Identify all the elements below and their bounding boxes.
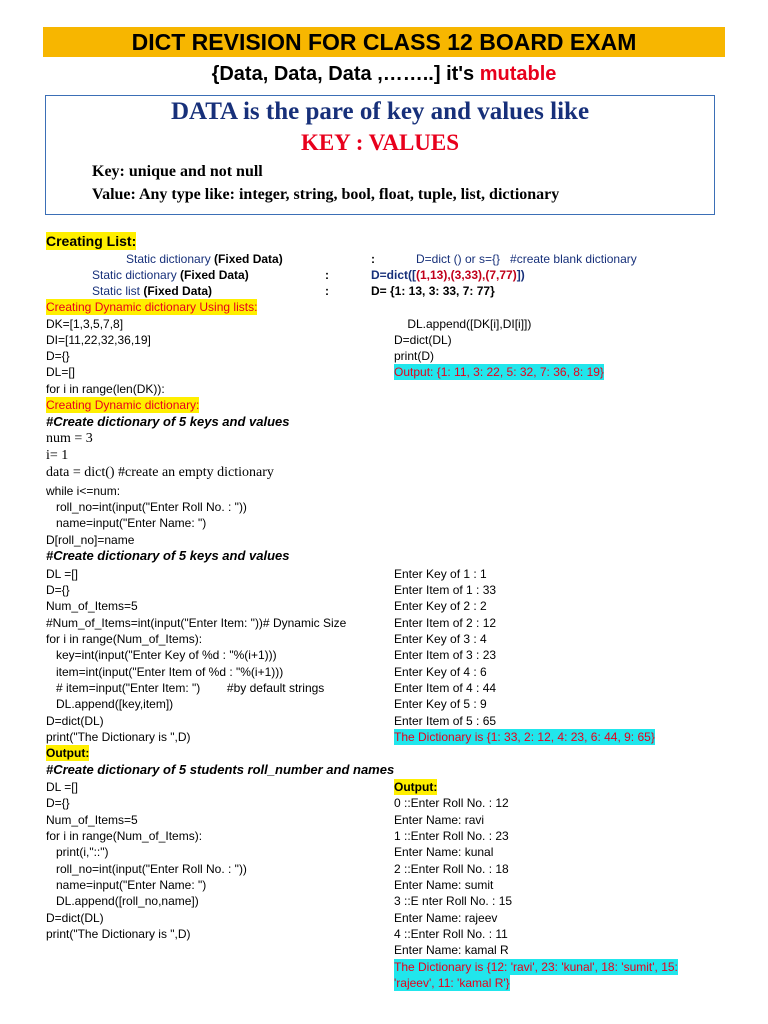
code-line: roll_no=int(input("Enter Roll No. : ")): [46, 500, 247, 514]
output-line: Enter Key of 1 : 1: [394, 567, 487, 581]
code-part: ]): [516, 268, 525, 282]
code-line: key=int(input("Enter Key of %d : "%(i+1))): [46, 648, 277, 662]
code-line: print(D): [394, 349, 435, 363]
comment-line: #Create dictionary of 5 keys and values: [46, 548, 290, 563]
code-part: (1,13),(3,33),(7,77): [416, 268, 517, 282]
output-result: 'rajeev', 11: 'kamal R'}: [394, 976, 510, 990]
code-line: DL.append([roll_no,name]): [46, 894, 199, 908]
fixed-data-label: (Fixed Data): [176, 268, 249, 282]
code-line: num = 3: [46, 431, 93, 446]
static-dict-code-1: D=dict () or s={} #create blank dictionary: [416, 252, 637, 266]
code-line: DI=[11,22,32,36,19]: [46, 333, 151, 347]
code-line: for i in range(Num_of_Items):: [46, 632, 203, 646]
output-label: Output:: [394, 780, 438, 794]
static-list-line: [92, 283, 212, 299]
output-result: The Dictionary is {1: 33, 2: 12, 4: 23, 6: 44, 9: 65}: [394, 730, 655, 744]
output-line: Enter Key of 3 : 4: [394, 632, 487, 646]
code-line: roll_no=int(input("Enter Roll No. : ")): [46, 862, 247, 876]
code-line: DL.append([DK[i],DI[i]]): [394, 317, 532, 331]
output-line: Enter Item of 2 : 12: [394, 616, 497, 630]
code-line: item=int(input("Enter Item of %d : "%(i+1))): [46, 665, 284, 679]
fixed-data-label: (Fixed Data): [140, 284, 213, 298]
dynamic-dict-label: Creating Dynamic dictionary:: [46, 398, 200, 412]
static-label: Static list: [92, 284, 141, 298]
definition-heading: DATA is the pare of key and values like: [170, 98, 590, 125]
code-line: DL.append([key,item]): [46, 697, 174, 711]
definition-box: [45, 95, 715, 215]
static-dict-line-1: [126, 251, 283, 267]
value-definition: Value: Any type like: integer, string, bool, float, tuple, list, dictionary: [92, 186, 560, 203]
output-line: 1 ::Enter Roll No. : 23: [394, 829, 509, 843]
comment-line: #Create dictionary of 5 students roll_number and names: [46, 762, 395, 777]
code-line: print("The Dictionary is ",D): [46, 730, 191, 744]
code-line: DL =[]: [46, 780, 78, 794]
output-line: Enter Item of 5 : 65: [394, 714, 497, 728]
code-line: DL =[]: [46, 567, 78, 581]
output-label: Output:: [46, 746, 90, 760]
code-line: Num_of_Items=5: [46, 599, 138, 613]
code-line: #Num_of_Items=int(input("Enter Item: "))# Dynamic Size: [46, 616, 347, 630]
code-line: D=dict(DL): [46, 911, 104, 925]
static-list-code: D= {1: 13, 3: 33, 7: 77}: [371, 284, 495, 298]
code-line: DK=[1,3,5,7,8]: [46, 317, 124, 331]
output-line: Enter Name: kamal R: [394, 943, 509, 957]
dynamic-lists-label: Creating Dynamic dictionary Using lists:: [46, 300, 258, 314]
code-line: # item=input("Enter Item: ") #by default strings: [46, 681, 325, 695]
code-line: D=dict(DL): [394, 333, 452, 347]
subtitle-text: {Data, Data, Data ,……..] it's: [211, 63, 480, 85]
output-line: Enter Key of 5 : 9: [394, 697, 487, 711]
code-line: name=input("Enter Name: "): [46, 516, 207, 530]
creating-list-label: Creating List:: [46, 233, 137, 249]
comment-line: #Create dictionary of 5 keys and values: [46, 414, 290, 429]
code-line: for i in range(Num_of_Items):: [46, 829, 203, 843]
output-line: 2 ::Enter Roll No. : 18: [394, 862, 509, 876]
code-line: print("The Dictionary is ",D): [46, 927, 191, 941]
code-line: Num_of_Items=5: [46, 813, 138, 827]
static-dict-code-2: [371, 267, 525, 283]
output-line: Enter Item of 1 : 33: [394, 583, 497, 597]
output-line: Enter Name: ravi: [394, 813, 485, 827]
code-line: D={}: [46, 796, 70, 810]
key-definition: Key: unique and not null: [92, 163, 263, 180]
code-line: while i<=num:: [46, 484, 121, 498]
key-values-heading: KEY : VALUES: [300, 130, 460, 155]
static-label: Static dictionary: [126, 252, 211, 266]
page-subtitle: [0, 63, 768, 86]
output-line: 0 ::Enter Roll No. : 12: [394, 796, 509, 810]
code-line: name=input("Enter Name: "): [46, 878, 207, 892]
static-label: Static dictionary: [92, 268, 177, 282]
output-line: Enter Name: kunal: [394, 845, 494, 859]
code-part: D=dict([: [371, 268, 416, 282]
output-result: The Dictionary is {12: 'ravi', 23: 'kunal', 18: 'sumit', 15:: [394, 960, 678, 974]
output-line: Enter Item of 4 : 44: [394, 681, 497, 695]
colon: :: [325, 268, 329, 282]
output-line: Enter Item of 3 : 23: [394, 648, 497, 662]
code-line: D=dict(DL): [46, 714, 104, 728]
output-line: 3 ::E nter Roll No. : 15: [394, 894, 513, 908]
colon: :: [371, 252, 375, 266]
static-dict-line-2: [92, 267, 249, 283]
fixed-data-label: (Fixed Data): [210, 252, 283, 266]
code-line: i= 1: [46, 448, 69, 463]
code-line: print(i,"::"): [46, 845, 109, 859]
output-line: Enter Name: rajeev: [394, 911, 498, 925]
code-line: D={}: [46, 583, 70, 597]
output-line: Output: {1: 11, 3: 22, 5: 32, 7: 36, 8: 19}: [394, 365, 604, 379]
code-line: DL=[]: [46, 365, 76, 379]
page-title: DICT REVISION FOR CLASS 12 BOARD EXAM: [43, 27, 725, 57]
code-line: D[roll_no]=name: [46, 533, 135, 547]
code-line: data = dict() #create an empty dictionary: [46, 465, 274, 480]
output-line: Enter Key of 2 : 2: [394, 599, 487, 613]
code-line: D={}: [46, 349, 70, 363]
output-line: Enter Key of 4 : 6: [394, 665, 487, 679]
subtitle-highlight: mutable: [479, 63, 557, 85]
output-line: 4 ::Enter Roll No. : 11: [394, 927, 508, 941]
colon: :: [325, 284, 329, 298]
output-line: Enter Name: sumit: [394, 878, 494, 892]
code-line: for i in range(len(DK)):: [46, 382, 165, 396]
